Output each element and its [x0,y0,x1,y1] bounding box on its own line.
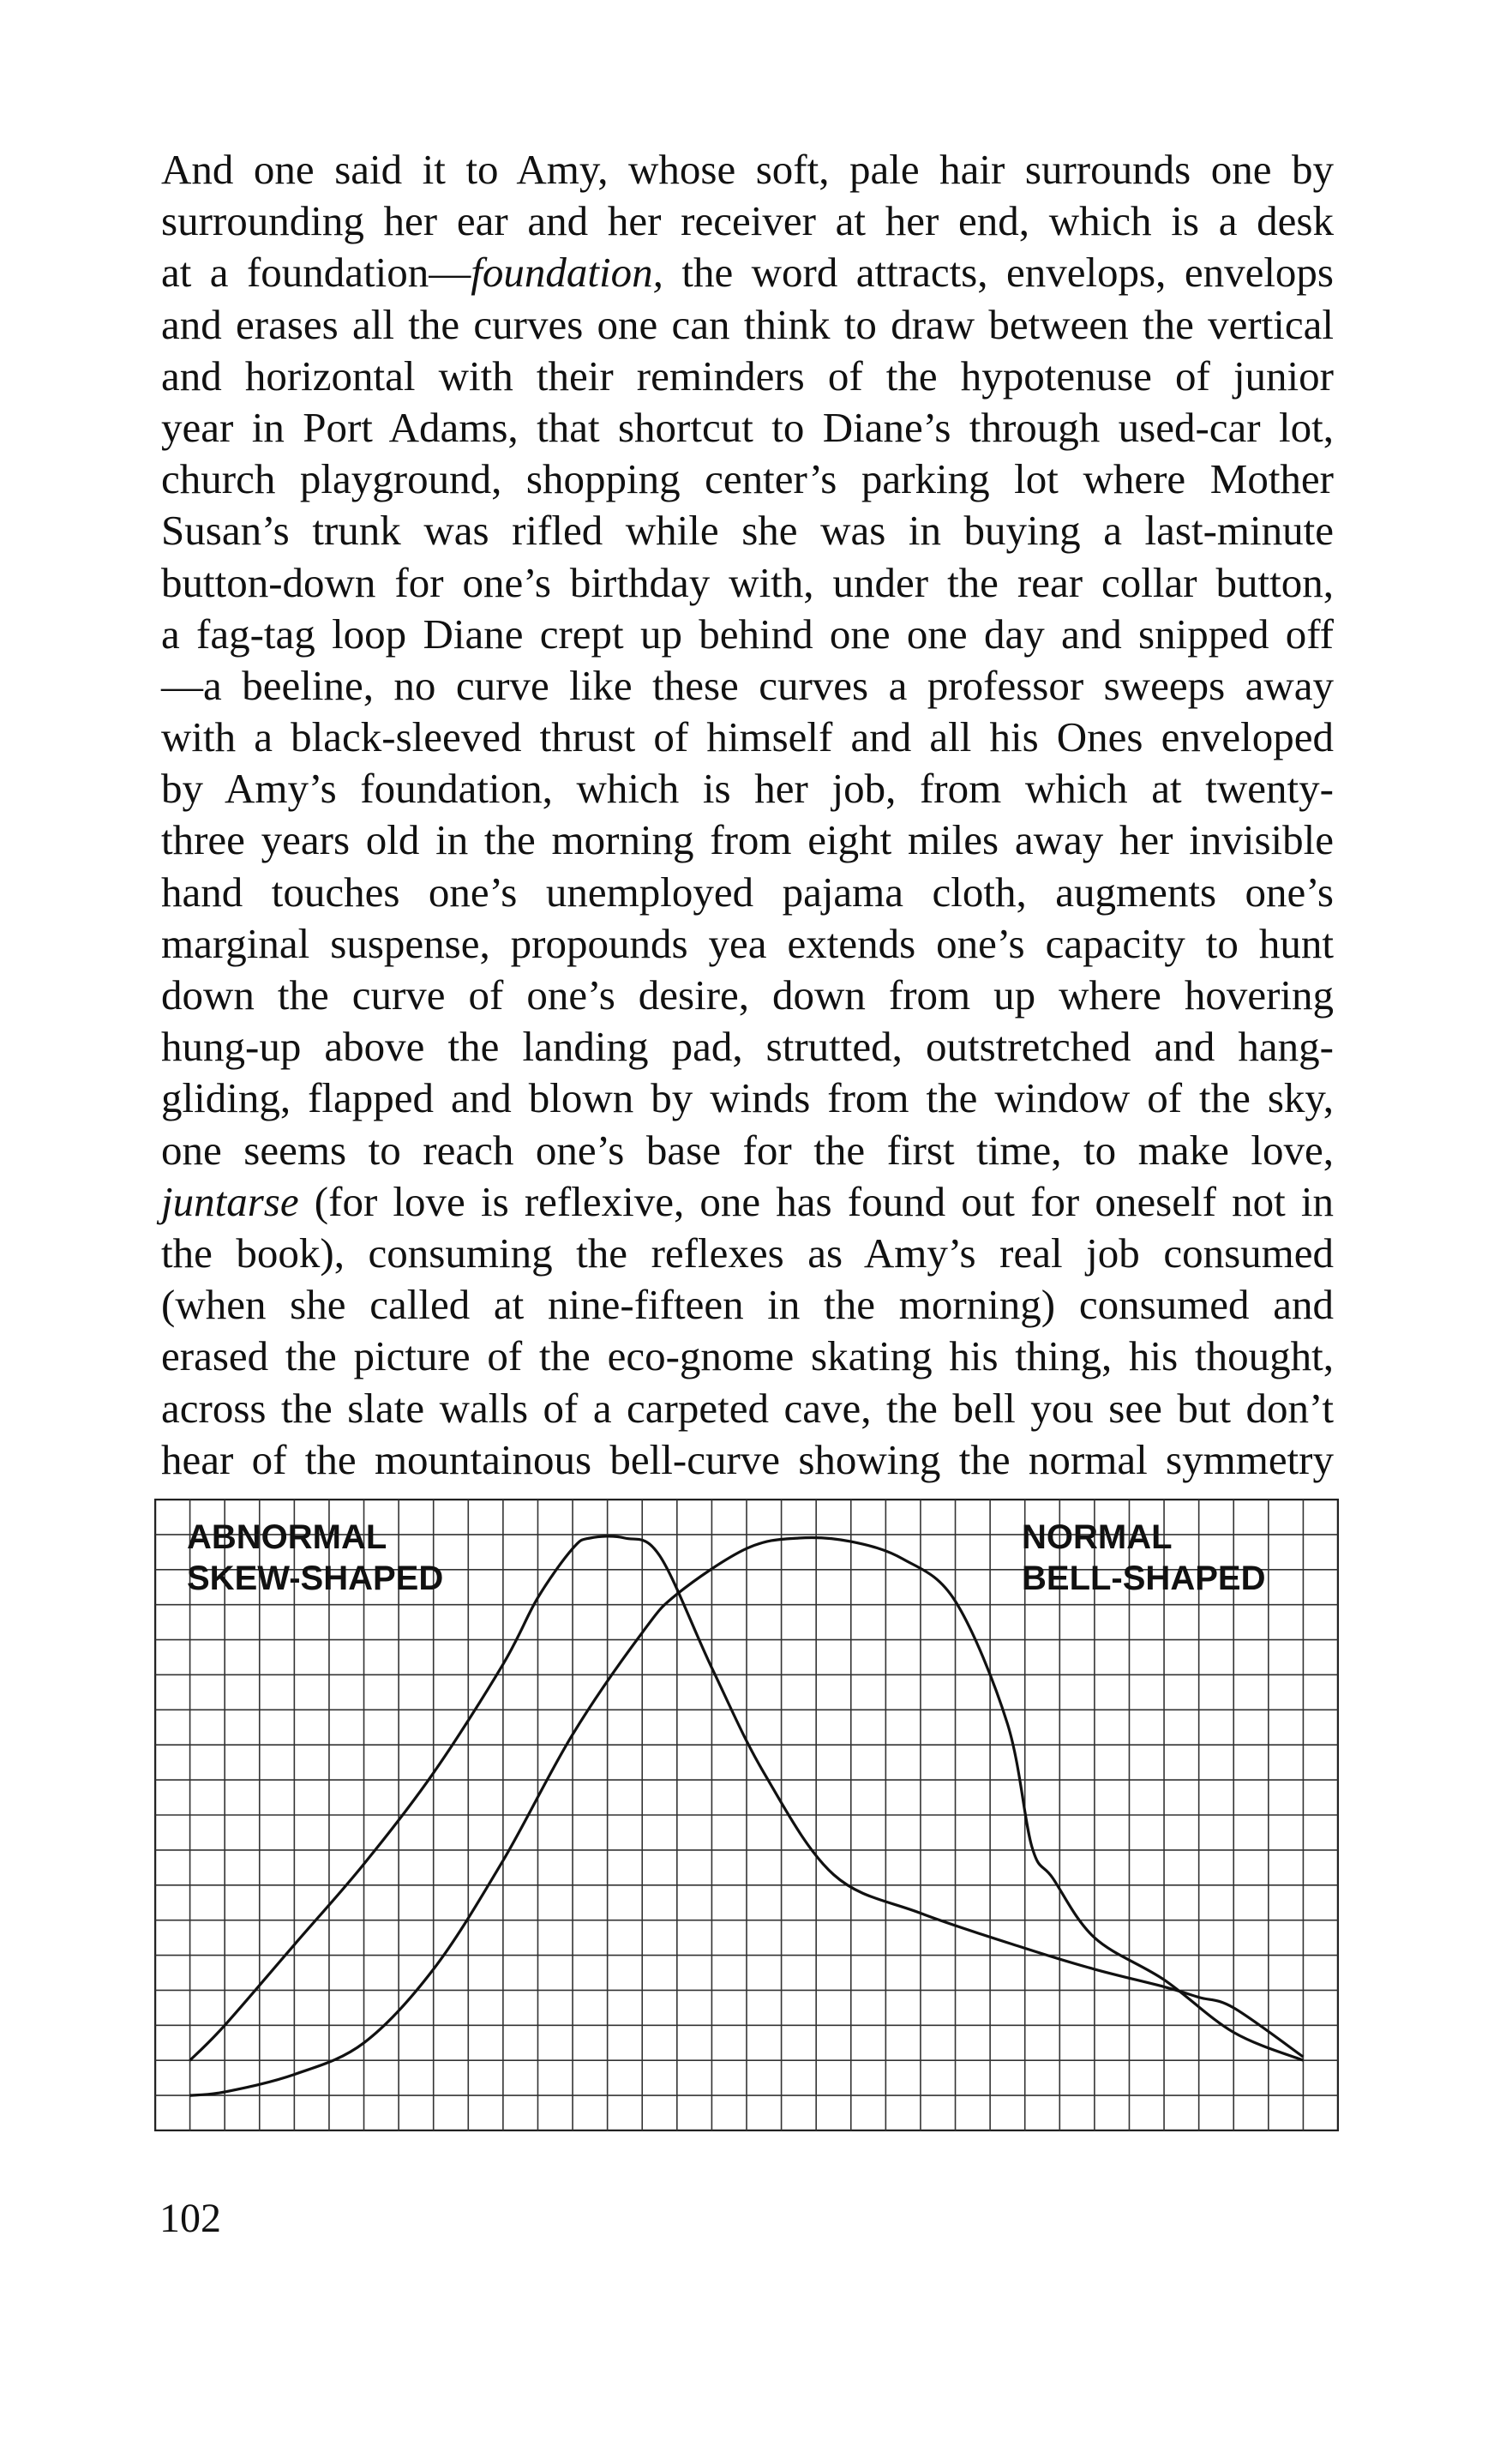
text-segment: marginal suspense, propounds yea extends one’s capacity to hunt [161,919,1334,967]
text-line [161,1021,1334,1073]
text-line [161,299,1334,351]
text-line [161,195,1334,247]
text-line [161,557,1334,609]
text-line [161,454,1334,505]
text-line [161,1073,1334,1124]
text-segment: across the slate walls of a carpeted cave, the bell you see but don’t [161,1384,1334,1432]
page-number: 102 [159,2196,221,2241]
text-segment: the book), consuming the reflexes as Amy’s real job consumed [161,1229,1334,1277]
text-line [161,247,1334,298]
text-line [161,351,1334,402]
text-segment: button-down for one’s birthday with, under the rear collar button, [161,558,1334,606]
left-label-line1: ABNORMAL [187,1518,387,1556]
text-segment: hear of the mountainous bell-curve showing the normal symmetry [161,1435,1334,1483]
text-segment: hand touches one’s unemployed pajama cloth, augments one’s [161,868,1334,916]
text-segment: one seems to reach one’s base for the first time, to make love, [161,1126,1334,1174]
text-segment: —a beeline, no curve like these curves a professor sweeps away [161,661,1334,709]
text-line [161,867,1334,918]
text-segment: and horizontal with their reminders of the hypotenuse of junior [161,352,1334,400]
curve-figure [154,1499,1339,2131]
text-segment: surrounding her ear and her receiver at her end, which is a desk [161,197,1334,245]
text-line [161,763,1334,814]
text-line [161,1331,1334,1382]
text-segment: with a black-sleeved thrust of himself and all his Ones enveloped [161,713,1334,761]
text-line [161,1125,1334,1176]
text-line [161,712,1334,763]
text-line [161,505,1334,556]
text-line [161,1228,1334,1279]
text-line [161,970,1334,1021]
text-segment: juntarse [161,1177,299,1225]
text-segment: And one said it to Amy, whose soft, pale hair surrounds one by [161,146,1334,193]
text-segment: down the curve of one’s desire, down from up where hovering [161,971,1334,1019]
text-line [161,402,1334,454]
text-segment: and erases all the curves one can think to draw between the vertical [161,300,1334,348]
text-line [161,814,1334,866]
text-segment: at a foundation— [161,249,471,297]
curve-graph [154,1499,1339,2131]
text-segment: (for love is reflexive, one has found out for oneself not in [298,1177,1334,1225]
text-line [161,660,1334,712]
text-segment: three years old in the morning from eight miles away her invisible [161,816,1334,864]
text-line [161,1434,1334,1486]
text-segment: Susan’s trunk was rifled while she was in buying a last-minute [161,507,1334,555]
text-segment: erased the picture of the eco-gnome skating his thing, his thought, [161,1332,1334,1380]
left-label-line2: SKEW-SHAPED [187,1560,444,1597]
text-segment: (when she called at nine-fifteen in the morning) consumed and [161,1281,1334,1329]
right-label-line2: BELL-SHAPED [1022,1560,1266,1597]
text-segment: foundation, [471,249,663,297]
text-segment: the word attracts, envelops, envelops [663,249,1334,297]
text-line [161,609,1334,660]
text-line [161,1279,1334,1331]
text-segment: church playground, shopping center’s parking lot where Mother [161,455,1334,503]
body-text [161,144,1334,1486]
right-label-line1: NORMAL [1022,1518,1173,1556]
text-segment: year in Port Adams, that shortcut to Diane’s through used-car lot, [161,403,1334,451]
text-segment: hung-up above the landing pad, strutted, outstretched and hang- [161,1023,1334,1071]
text-segment: a fag-tag loop Diane crept up behind one one day and snipped off [161,610,1334,658]
text-line [161,1383,1334,1434]
text-segment: by Amy’s foundation, which is her job, from which at twenty- [161,765,1334,813]
text-line [161,1176,1334,1228]
text-line [161,918,1334,970]
text-segment: gliding, flapped and blown by winds from the window of the sky, [161,1074,1334,1122]
text-line [161,144,1334,195]
